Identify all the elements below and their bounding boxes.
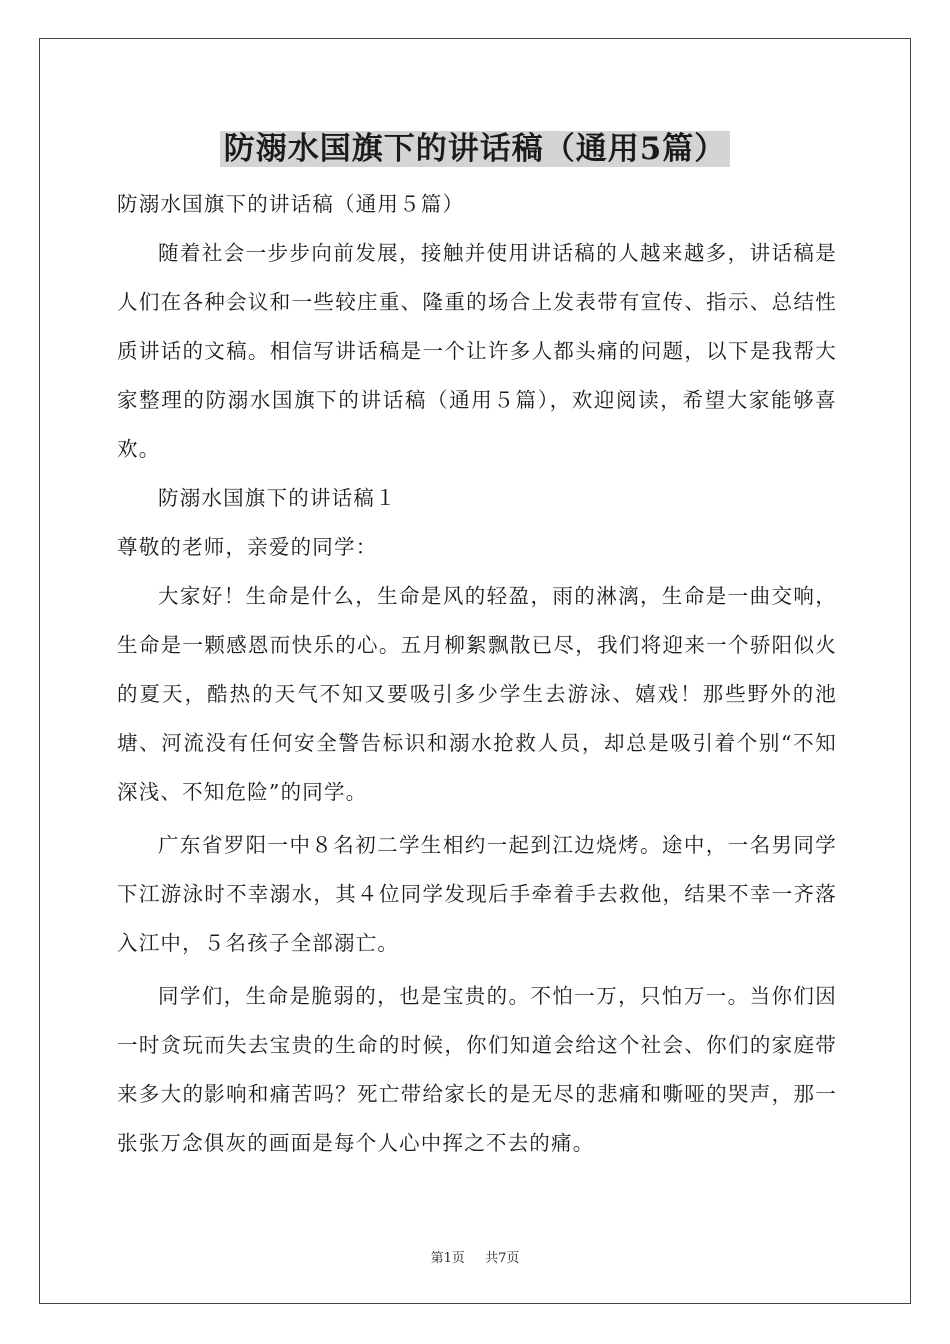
document-body <box>117 180 837 1168</box>
paragraph-intro: 随着社会一步步向前发展，接触并使用讲话稿的人越来越多，讲话稿是人们在各种会议和一些较庄重、隆重的场合上发表带有宣传、指示、总结性质讲话的文稿。相信写讲话稿是一个让许多人都头痛的问题，以下是我帮大家整理的防溺水国旗下的讲话稿（通用５篇），欢迎阅读，希望大家能够喜欢。 <box>117 241 837 461</box>
page-number: 第1页 <box>430 1251 465 1266</box>
paragraph-body-1: 大家好！生命是什么，生命是风的轻盈，雨的淋漓，生命是一曲交响，生命是一颗感恩而快乐的心。五月柳絮飘散已尽，我们将迎来一个骄阳似火的夏天，酷热的天气不知又要吸引多少学生去游泳、嬉戏！那些野外的池塘、河流没有任何安全警告标识和溺水抢救人员，却总是吸引着个别“不知深浅、不知危险”的同学。 <box>117 584 837 804</box>
page-footer <box>0 1247 950 1266</box>
paragraph-section-heading: 防溺水国旗下的讲话稿１ <box>158 486 397 510</box>
document-title <box>0 128 950 170</box>
document-title-text: 防溺水国旗下的讲话稿（通用5篇） <box>220 131 731 167</box>
paragraph-salutation: 尊敬的老师，亲爱的同学： <box>117 535 378 559</box>
page-total: 共7页 <box>485 1251 520 1266</box>
paragraph-body-2: 广东省罗阳一中８名初二学生相约一起到江边烧烤。途中，一名男同学下江游泳时不幸溺水，其４位同学发现后手牵着手去救他，结果不幸一齐落入江中，５名孩子全部溺亡。 <box>117 833 837 955</box>
paragraph-body-3: 同学们，生命是脆弱的，也是宝贵的。不怕一万，只怕万一。当你们因一时贪玩而失去宝贵的生命的时候，你们知道会给这个社会、你们的家庭带来多大的影响和痛苦吗？死亡带给家长的是无尽的悲痛和嘶哑的哭声，那一张张万念俱灰的画面是每个人心中挥之不去的痛。 <box>117 984 837 1155</box>
paragraph-subtitle: 防溺水国旗下的讲话稿（通用５篇） <box>117 192 465 216</box>
